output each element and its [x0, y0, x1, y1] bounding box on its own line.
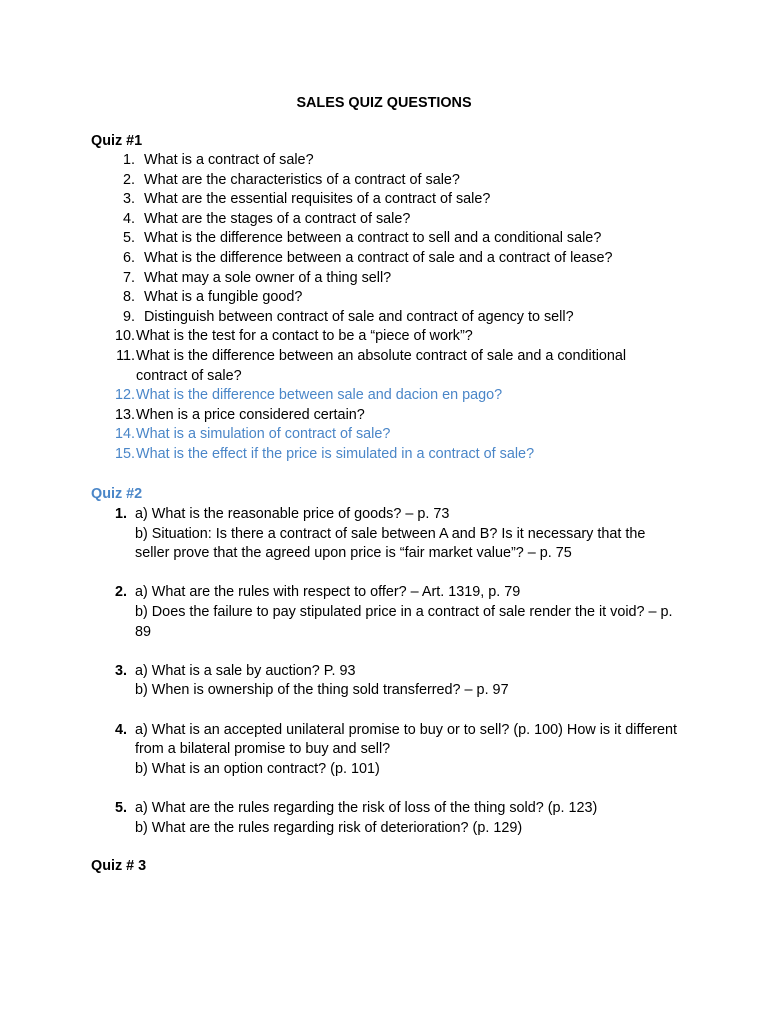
question-text: What is the effect if the price is simulated in a contract of sale?: [136, 445, 535, 462]
quiz1-question: [91, 445, 691, 465]
question-body: [135, 583, 683, 642]
question-part: b) Situation: Is there a contract of sale between A and B? Is it necessary that the seller prove that the agreed upon price is “fair market value”? – p. 75: [135, 525, 646, 562]
question-text: Distinguish between contract of sale and contract of agency to sell?: [144, 308, 574, 325]
quiz1-question: [91, 269, 691, 289]
quiz1-question: [91, 171, 691, 191]
quiz1-heading: Quiz #1: [91, 133, 143, 149]
quiz1-question: [91, 190, 691, 210]
quiz2-question: [91, 662, 691, 701]
question-body: [135, 662, 683, 701]
quiz1-question: [91, 406, 691, 426]
question-text: What is a contract of sale?: [144, 152, 314, 168]
quiz2-question: [91, 799, 691, 838]
quiz1-question: [91, 229, 691, 249]
question-text: What are the essential requisites of a contract of sale?: [144, 191, 491, 208]
question-text: What are the stages of a contract of sale?: [144, 210, 411, 227]
quiz1-question: [91, 347, 691, 386]
quiz2-heading: Quiz #2: [91, 486, 143, 502]
quiz1-question: [91, 210, 691, 230]
quiz2-question: [91, 505, 691, 564]
question-text: What is the test for a contact to be a “piece of work”?: [136, 328, 473, 345]
question-number: 3.: [122, 191, 135, 208]
question-part: a) What is the reasonable price of goods? – p. 73: [135, 506, 450, 522]
question-part: b) What is an option contract? (p. 101): [135, 760, 380, 777]
question-number: 4.: [114, 721, 127, 738]
question-number: 7.: [122, 269, 135, 286]
question-text: When is a price considered certain?: [136, 406, 365, 423]
question-part: b) When is ownership of the thing sold transferred? – p. 97: [135, 682, 509, 699]
question-number: 15.: [114, 445, 135, 462]
question-text: What is a simulation of contract of sale?: [136, 426, 391, 443]
question-part: a) What is an accepted unilateral promise to buy or to sell? (p. 100) How is it different from a bilateral promise to buy and sell?: [135, 721, 678, 758]
question-number: 2.: [122, 171, 135, 188]
question-text: What is the difference between a contract of sale and a contract of lease?: [144, 249, 613, 266]
question-number: 10.: [114, 328, 135, 345]
question-number: 3.: [114, 662, 127, 679]
question-number: 9.: [122, 308, 135, 325]
question-number: 5.: [114, 799, 127, 816]
question-number: 5.: [122, 230, 135, 247]
question-text: What is the difference between sale and dacion en pago?: [136, 387, 503, 404]
document-title: SALES QUIZ QUESTIONS: [296, 95, 472, 111]
question-text: What is the difference between a contract to sell and a conditional sale?: [144, 230, 602, 247]
question-number: 11.: [116, 347, 135, 364]
question-part: a) What are the rules regarding the risk of loss of the thing sold? (p. 123): [135, 799, 598, 816]
quiz1-question: [91, 327, 691, 347]
question-number: 1.: [114, 506, 127, 522]
quiz1-question: [91, 425, 691, 445]
question-number: 1.: [122, 152, 135, 168]
question-part: a) What are the rules with respect to offer? – Art. 1319, p. 79: [135, 584, 521, 601]
quiz3-heading: Quiz # 3: [91, 858, 147, 874]
quiz2-question: [91, 721, 691, 780]
question-text: What may a sole owner of a thing sell?: [144, 269, 392, 286]
question-part: b) What are the rules regarding risk of deterioration? (p. 129): [135, 819, 523, 836]
quiz1-question: [91, 308, 691, 328]
quiz1-question: [91, 249, 691, 269]
question-text: What are the characteristics of a contract of sale?: [144, 171, 460, 188]
question-text: What is the difference between an absolute contract of sale and a conditional contract of sale?: [136, 347, 627, 384]
quiz2-list: [91, 505, 691, 858]
quiz1-question: [91, 151, 691, 171]
question-part: b) Does the failure to pay stipulated price in a contract of sale render the it void? – p. 89: [135, 603, 673, 640]
question-number: 6.: [122, 249, 135, 266]
question-number: 14.: [114, 426, 135, 443]
question-body: [135, 799, 683, 838]
question-body: [135, 721, 683, 780]
question-text: What is a fungible good?: [144, 289, 303, 306]
quiz1-question: [91, 386, 691, 406]
question-body: [135, 505, 683, 564]
question-part: a) What is a sale by auction? P. 93: [135, 662, 356, 679]
quiz1-list: [91, 151, 691, 465]
question-number: 4.: [122, 210, 135, 227]
quiz1-question: [91, 288, 691, 308]
question-number: 12.: [114, 387, 135, 404]
question-number: 13.: [114, 406, 135, 423]
question-number: 8.: [122, 289, 135, 306]
question-number: 2.: [114, 584, 127, 601]
quiz2-question: [91, 583, 691, 642]
